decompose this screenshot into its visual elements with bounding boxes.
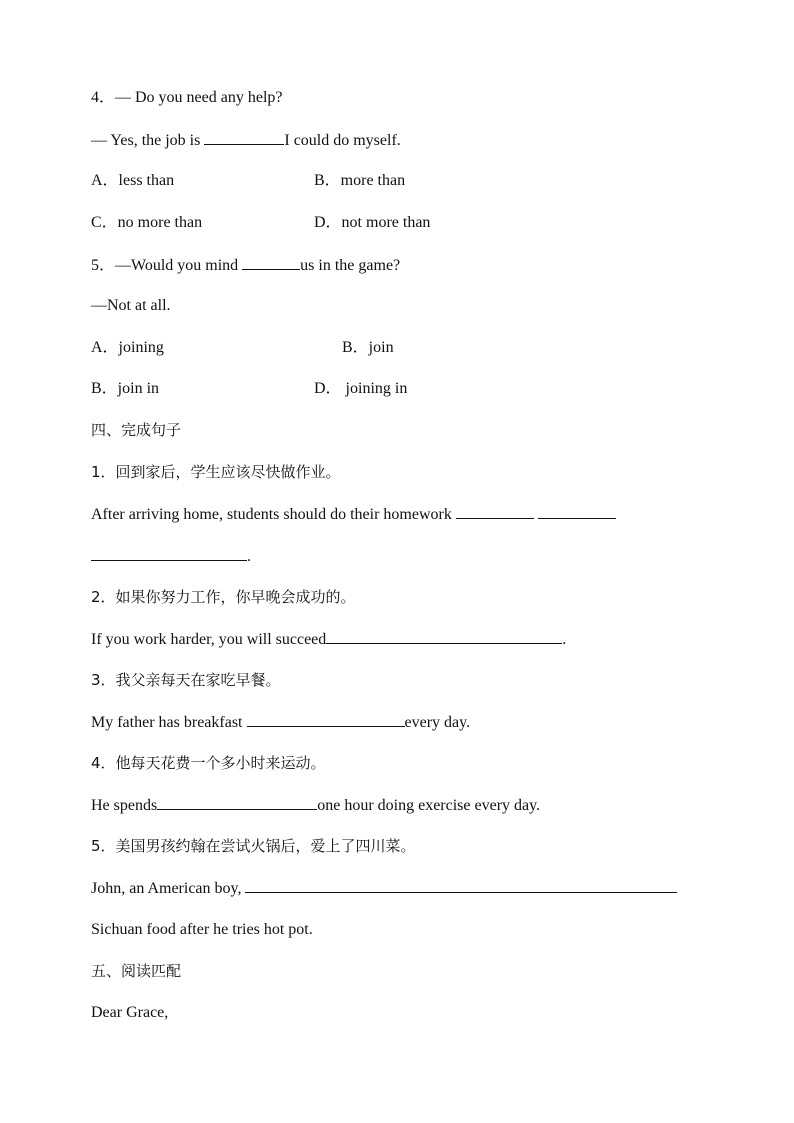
s4-item5-en-pre: John, an American boy, bbox=[91, 880, 246, 897]
s4-item4-blank[interactable] bbox=[157, 795, 317, 810]
s4-item4-en-post: one hour doing exercise every day. bbox=[317, 797, 541, 814]
s4-item5-en-cont: Sichuan food after he tries hot pot. bbox=[91, 921, 313, 938]
q4-stem: 4．— Do you need any help? bbox=[91, 89, 283, 106]
s4-item4-en bbox=[91, 795, 540, 816]
q5-stem-pre: 5．—Would you mind bbox=[91, 257, 243, 274]
q5-stem-post: us in the game? bbox=[300, 257, 401, 274]
section4-title: 四、完成句子 bbox=[91, 421, 182, 439]
s4-item5-blank[interactable] bbox=[245, 878, 677, 893]
q5-stem bbox=[91, 255, 400, 276]
q5-reply: —Not at all. bbox=[91, 297, 171, 314]
q4-option-d: D．not more than bbox=[314, 214, 431, 231]
s4-item1-en bbox=[91, 504, 616, 525]
q4-blank[interactable] bbox=[204, 130, 284, 145]
s4-item1-blank-4[interactable] bbox=[169, 546, 247, 561]
s4-item1-blank-1[interactable] bbox=[456, 504, 534, 519]
q5-option-c: B．join in bbox=[91, 380, 160, 397]
s4-item1-cn: 1．回到家后，学生应该尽快做作业。 bbox=[91, 463, 341, 481]
q5-option-a: A．joining bbox=[91, 339, 164, 356]
s4-item2-en-pre: If you work harder, you will succeed bbox=[91, 631, 327, 648]
q5-option-b: B．join bbox=[342, 339, 394, 356]
s4-item2-end: . bbox=[562, 631, 567, 648]
s4-item3-en-post: every day. bbox=[404, 714, 471, 731]
s4-item5-en bbox=[91, 878, 677, 899]
q4-line-pre: — Yes, the job is bbox=[91, 132, 205, 149]
letter-greeting: Dear Grace, bbox=[91, 1004, 169, 1021]
s4-item3-cn: 3．我父亲每天在家吃早餐。 bbox=[91, 671, 281, 689]
s4-item1-en-cont bbox=[91, 546, 251, 567]
s4-item4-cn: 4．他每天花费一个多小时来运动。 bbox=[91, 754, 326, 772]
q5-option-d: D． joining in bbox=[314, 380, 408, 397]
q4-answer-line bbox=[91, 130, 401, 151]
section5-title: 五、阅读匹配 bbox=[91, 962, 182, 980]
s4-item1-blank-2[interactable] bbox=[538, 504, 616, 519]
q4-option-a: A．less than bbox=[91, 172, 175, 189]
s4-item2-blank[interactable] bbox=[326, 629, 562, 644]
q4-option-c: C．no more than bbox=[91, 214, 203, 231]
q4-line-post: I could do myself. bbox=[284, 132, 401, 149]
s4-item2-en bbox=[91, 629, 566, 650]
s4-item1-end: . bbox=[247, 548, 251, 565]
s4-item5-cn: 5．美国男孩约翰在尝试火锅后，爱上了四川菜。 bbox=[91, 837, 416, 855]
s4-item3-en bbox=[91, 712, 470, 733]
s4-item4-en-pre: He spends bbox=[91, 797, 158, 814]
s4-item2-cn: 2．如果你努力工作，你早晚会成功的。 bbox=[91, 588, 356, 606]
q5-blank[interactable] bbox=[242, 255, 300, 270]
q4-option-b: B．more than bbox=[314, 172, 406, 189]
s4-item3-en-pre: My father has breakfast bbox=[91, 714, 247, 731]
s4-item1-en-pre: After arriving home, students should do their homework bbox=[91, 506, 456, 523]
s4-item1-blank-3[interactable] bbox=[91, 546, 169, 561]
s4-item3-blank[interactable] bbox=[247, 712, 405, 727]
